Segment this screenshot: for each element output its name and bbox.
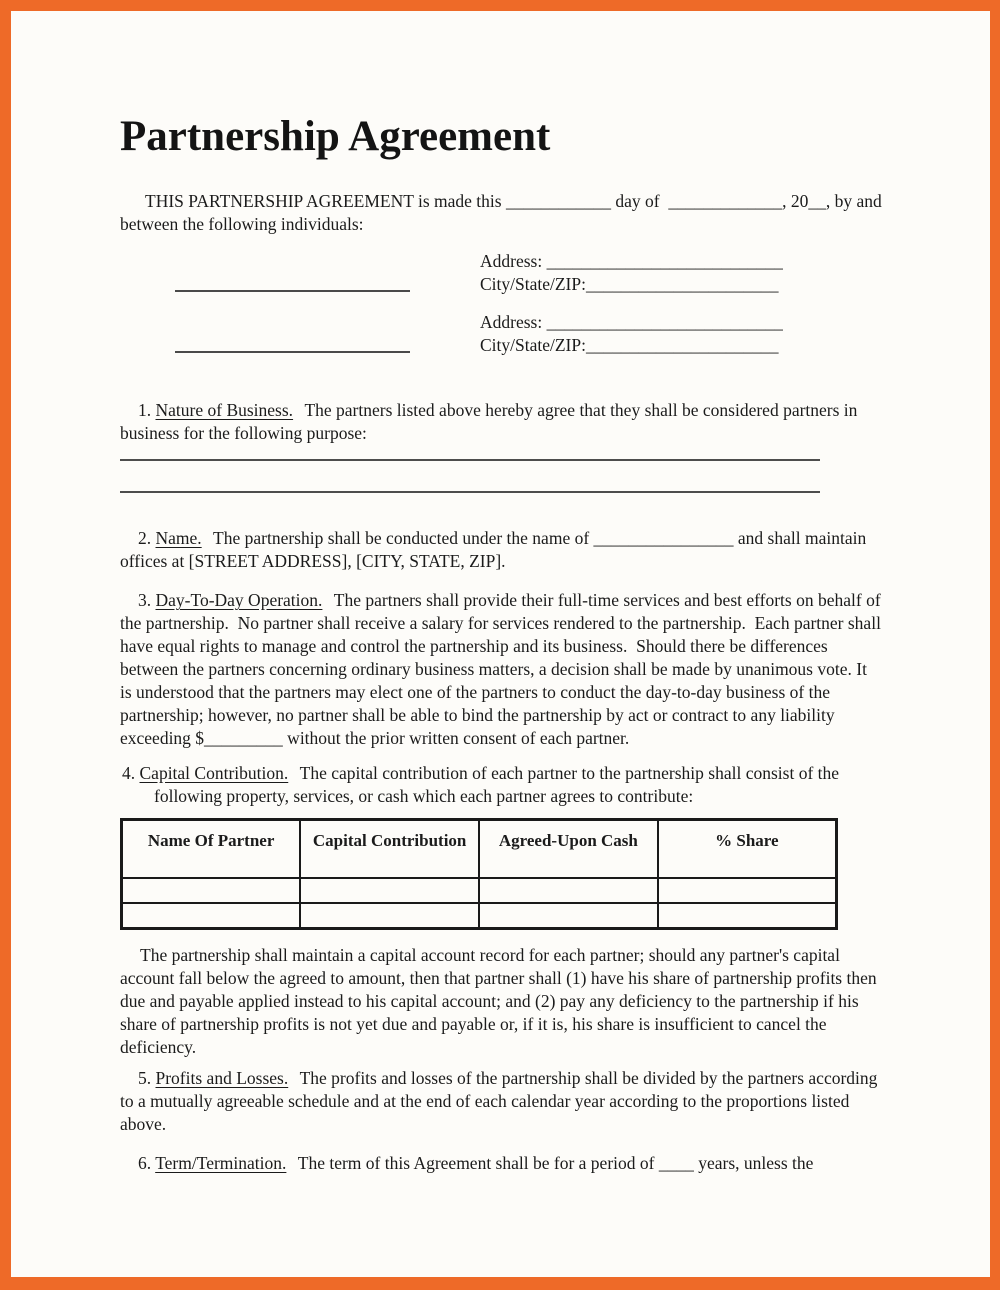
section-body: The partners shall provide their full-time services and best efforts on behalf of the partnership. No partner shall receive a salary for services rendered to the partnership. Each partner shall have equal rights to manage and control the partnership and its business. Should there be differences between the partners concerning ordinary business matters, a decision shall be made by unanimous vote. It is understood that the partners may elect one of the partners to conduct the day-to-day business of the partnership; however, no partner shall be able to bind the partnership by act or contract to any liability exceeding $_________ without the prior written consent of each partner.	[120, 590, 886, 749]
table-cell	[122, 903, 301, 929]
city-state-zip-line: City/State/ZIP:______________________	[480, 274, 779, 295]
city-state-zip-line: City/State/ZIP:______________________	[480, 335, 779, 356]
partner-block-1	[120, 250, 882, 296]
table-cell	[479, 903, 658, 929]
partner-name-column	[120, 250, 410, 296]
table-row	[122, 903, 837, 929]
section-body: The capital contribution of each partner to the partnership shall consist of the following property, services, or cash which each partner agrees to contribute:	[154, 763, 844, 807]
section-nature-of-business	[120, 399, 882, 445]
table-cell	[479, 878, 658, 903]
column-header-capital-contribution: Capital Contribution	[300, 820, 479, 878]
section-number: 2.	[138, 528, 152, 549]
section-number: 3.	[138, 590, 152, 611]
table-cell	[122, 878, 301, 903]
intro-paragraph: THIS PARTNERSHIP AGREEMENT is made this ____________ day of _____________, 20__, by and between the following individuals:	[120, 191, 887, 235]
section-number: 6.	[138, 1152, 152, 1173]
capital-account-paragraph: The partnership shall maintain a capital account record for each partner; should any partner's capital account fall below the agreed to amount, then that partner shall (1) have his share of partnership profits then due and payable applied instead to his capital account; and (2) pay any deficiency to the partnership if his share of partnership profits is not yet due and payable or, if it is, his share is insufficient to cancel the deficiency.	[120, 944, 881, 1057]
document-title: Partnership Agreement	[120, 113, 551, 160]
section-heading: Nature of Business.	[155, 400, 294, 421]
section-name	[120, 527, 882, 573]
column-header-agreed-upon-cash: Agreed-Upon Cash	[479, 820, 658, 878]
table-cell	[300, 878, 479, 903]
table-header	[122, 820, 837, 878]
table-cell	[300, 903, 479, 929]
address-line: Address: ___________________________	[480, 251, 783, 272]
section-body: The partners listed above hereby agree that they shall be considered partners in business for the following purpose:	[120, 400, 862, 444]
table-cell	[658, 878, 837, 903]
section-number: 1.	[138, 400, 152, 421]
table-body	[122, 878, 837, 929]
table-row	[122, 878, 837, 903]
section-body: The profits and losses of the partnership shall be divided by the partners according to a mutually agreeable schedule and at the end of each calendar year according to the proportions listed above.	[120, 1067, 882, 1134]
partner-block-2	[120, 311, 882, 357]
section-day-to-day-operation	[120, 589, 886, 750]
table-header-row	[122, 820, 837, 878]
section-heading: Term/Termination.	[155, 1152, 287, 1173]
section-capital-contribution	[120, 762, 882, 808]
section-term-termination	[120, 1152, 882, 1175]
section-heading: Day-To-Day Operation.	[155, 590, 323, 611]
blank-line	[120, 459, 820, 461]
partner-name-column	[120, 311, 410, 357]
partner-name-blank-line	[175, 351, 410, 353]
capital-contribution-table	[120, 818, 838, 930]
blank-line	[120, 491, 820, 493]
section-heading: Name.	[155, 528, 202, 549]
column-header-name-of-partner: Name Of Partner	[122, 820, 301, 878]
partner-address-column	[480, 250, 783, 296]
document-content	[120, 113, 887, 1175]
table-cell	[658, 903, 837, 929]
partner-address-column	[480, 311, 783, 357]
section-heading: Profits and Losses.	[155, 1067, 289, 1088]
section-profits-and-losses	[120, 1067, 882, 1136]
column-header-percent-share: % Share	[658, 820, 837, 878]
section-number: 4.	[122, 763, 136, 784]
section-heading: Capital Contribution.	[139, 763, 289, 784]
address-line: Address: ___________________________	[480, 312, 783, 333]
section-body: The partnership shall be conducted under the name of ________________ and shall maintain offices at [STREET ADDRESS], [CITY, STATE, ZIP].	[120, 528, 871, 572]
partner-name-blank-line	[175, 290, 410, 292]
section-body: The term of this Agreement shall be for a period of ____ years, unless the	[297, 1152, 814, 1173]
section-number: 5.	[138, 1067, 152, 1088]
